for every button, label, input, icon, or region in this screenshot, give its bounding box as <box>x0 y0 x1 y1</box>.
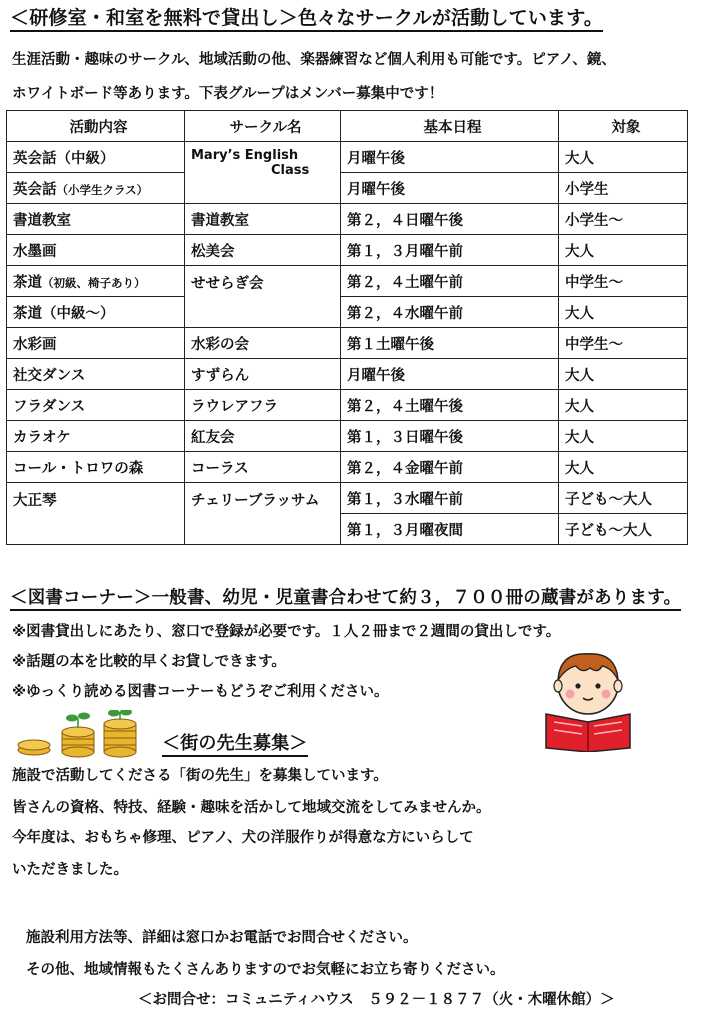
cell-activity: フラダンス <box>7 390 185 421</box>
cell-schedule: 第１，３日曜午後 <box>341 421 559 452</box>
teachers-line-2: 皆さんの資格、特技、経験・趣味を活かして地域交流をしてみませんか。 <box>12 800 491 816</box>
header-schedule: 基本日程 <box>341 111 559 142</box>
cell-schedule: 第１土曜午後 <box>341 328 559 359</box>
cell-activity: 書道教室 <box>7 204 185 235</box>
table-row <box>7 359 688 390</box>
cell-schedule: 第２，４土曜午前 <box>341 266 559 297</box>
cell-target: 大人 <box>559 142 688 173</box>
cell-target: 子ども～大人 <box>559 514 688 545</box>
cell-schedule: 月曜午後 <box>341 359 559 390</box>
cell-schedule: 第１，３水曜午前 <box>341 483 559 514</box>
table-row <box>7 235 688 266</box>
footer-line-1: 施設利用方法等、詳細は窓口かお電話でお問合せください。 <box>26 930 418 946</box>
cell-activity: 英会話（中級） <box>7 142 185 173</box>
table-row <box>7 173 688 204</box>
cell-target: 大人 <box>559 359 688 390</box>
activity-main: 茶道 <box>13 274 42 291</box>
library-title-text: ＜図書コーナー＞一般書、幼児・児童書合わせて約３，７００冊の蔵書があります。 <box>10 588 681 611</box>
cell-circle: 松美会 <box>185 235 341 266</box>
cell-target: 中学生～ <box>559 266 688 297</box>
cell-circle: ラウレアフラ <box>185 390 341 421</box>
header-circle: サークル名 <box>185 111 341 142</box>
cell-schedule: 第１，３月曜夜間 <box>341 514 559 545</box>
intro-line-2: ホワイトボード等あります。下表グループはメンバー募集中です！ <box>12 86 444 102</box>
cell-target: 子ども～大人 <box>559 483 688 514</box>
footer-line-2: その他、地域情報もたくさんありますのでお気軽にお立ち寄りください。 <box>26 962 505 978</box>
cell-target: 小学生 <box>559 173 688 204</box>
cell-circle <box>185 142 341 204</box>
library-title <box>10 586 681 610</box>
header-target: 対象 <box>559 111 688 142</box>
library-note-3: ※ゆっくり読める図書コーナーもどうぞご利用ください。 <box>12 684 389 700</box>
circle-name-line-1: Mary’s English <box>191 148 299 163</box>
teachers-line-4: いただきました。 <box>12 862 128 878</box>
header-activity: 活動内容 <box>7 111 185 142</box>
cell-circle: チェリーブラッサム <box>185 483 341 545</box>
teachers-title <box>162 732 308 756</box>
cell-circle: せせらぎ会 <box>185 266 341 328</box>
cell-activity: 茶道（中級～） <box>7 297 185 328</box>
cell-target: 大人 <box>559 297 688 328</box>
cell-activity: カラオケ <box>7 421 185 452</box>
intro-line-1: 生涯活動・趣味のサークル、地域活動の他、楽器練習など個人利用も可能です。ピアノ、鏡、 <box>12 52 616 68</box>
cell-target: 大人 <box>559 421 688 452</box>
circle-table <box>6 110 688 545</box>
table-row <box>7 483 688 514</box>
cell-target: 中学生～ <box>559 328 688 359</box>
cell-schedule: 月曜午後 <box>341 173 559 204</box>
table-row <box>7 452 688 483</box>
cell-activity <box>7 266 185 297</box>
cell-target: 小学生～ <box>559 204 688 235</box>
cell-activity <box>7 173 185 204</box>
teachers-line-1: 施設で活動してくださる「街の先生」を募集しています。 <box>12 768 388 784</box>
cell-activity: 水墨画 <box>7 235 185 266</box>
footer-contact: ＜お問合せ：コミュニティハウス ５９２－１８７７（火・木曜休館）＞ <box>138 992 615 1008</box>
coin-stacks-with-sprouts-icon <box>12 710 140 758</box>
table-row <box>7 142 688 173</box>
circle-name-line-2: Class <box>271 163 310 178</box>
cell-target: 大人 <box>559 235 688 266</box>
page-title <box>10 6 603 30</box>
cell-activity: 大正琴 <box>7 483 185 545</box>
table-row <box>7 266 688 297</box>
teachers-title-text: ＜街の先生募集＞ <box>162 733 308 757</box>
table-row <box>7 297 688 328</box>
activity-sub: （小学生クラス） <box>56 182 149 197</box>
cell-schedule: 月曜午後 <box>341 142 559 173</box>
activity-sub: （初級、椅子あり） <box>42 275 146 290</box>
cell-activity: 水彩画 <box>7 328 185 359</box>
cell-schedule: 第２，４水曜午前 <box>341 297 559 328</box>
library-note-2: ※話題の本を比較的早くお貸しできます。 <box>12 654 286 670</box>
activity-main: 英会話 <box>13 181 57 198</box>
cell-circle: 書道教室 <box>185 204 341 235</box>
cell-circle: 紅友会 <box>185 421 341 452</box>
teachers-line-3: 今年度は、おもちゃ修理、ピアノ、犬の洋服作りが得意な方にいらして <box>12 830 474 846</box>
page-title-text: ＜研修室・和室を無料で貸出し＞色々なサークルが活動しています。 <box>10 7 603 32</box>
cell-activity: コール・トロワの森 <box>7 452 185 483</box>
cell-circle: コーラス <box>185 452 341 483</box>
library-note-1: ※図書貸出しにあたり、窓口で登録が必要です。１人２冊まで２週間の貸出しです。 <box>12 624 561 640</box>
table-row <box>7 390 688 421</box>
cell-schedule: 第２，４金曜午前 <box>341 452 559 483</box>
table-row <box>7 421 688 452</box>
cell-target: 大人 <box>559 390 688 421</box>
table-row <box>7 204 688 235</box>
cell-schedule: 第２，４土曜午後 <box>341 390 559 421</box>
cell-circle: 水彩の会 <box>185 328 341 359</box>
cell-activity: 社交ダンス <box>7 359 185 390</box>
child-reading-book-icon <box>538 644 638 752</box>
cell-target: 大人 <box>559 452 688 483</box>
cell-schedule: 第２，４日曜午後 <box>341 204 559 235</box>
table-row <box>7 328 688 359</box>
cell-circle: すずらん <box>185 359 341 390</box>
cell-schedule: 第１，３月曜午前 <box>341 235 559 266</box>
table-header-row <box>7 111 688 142</box>
